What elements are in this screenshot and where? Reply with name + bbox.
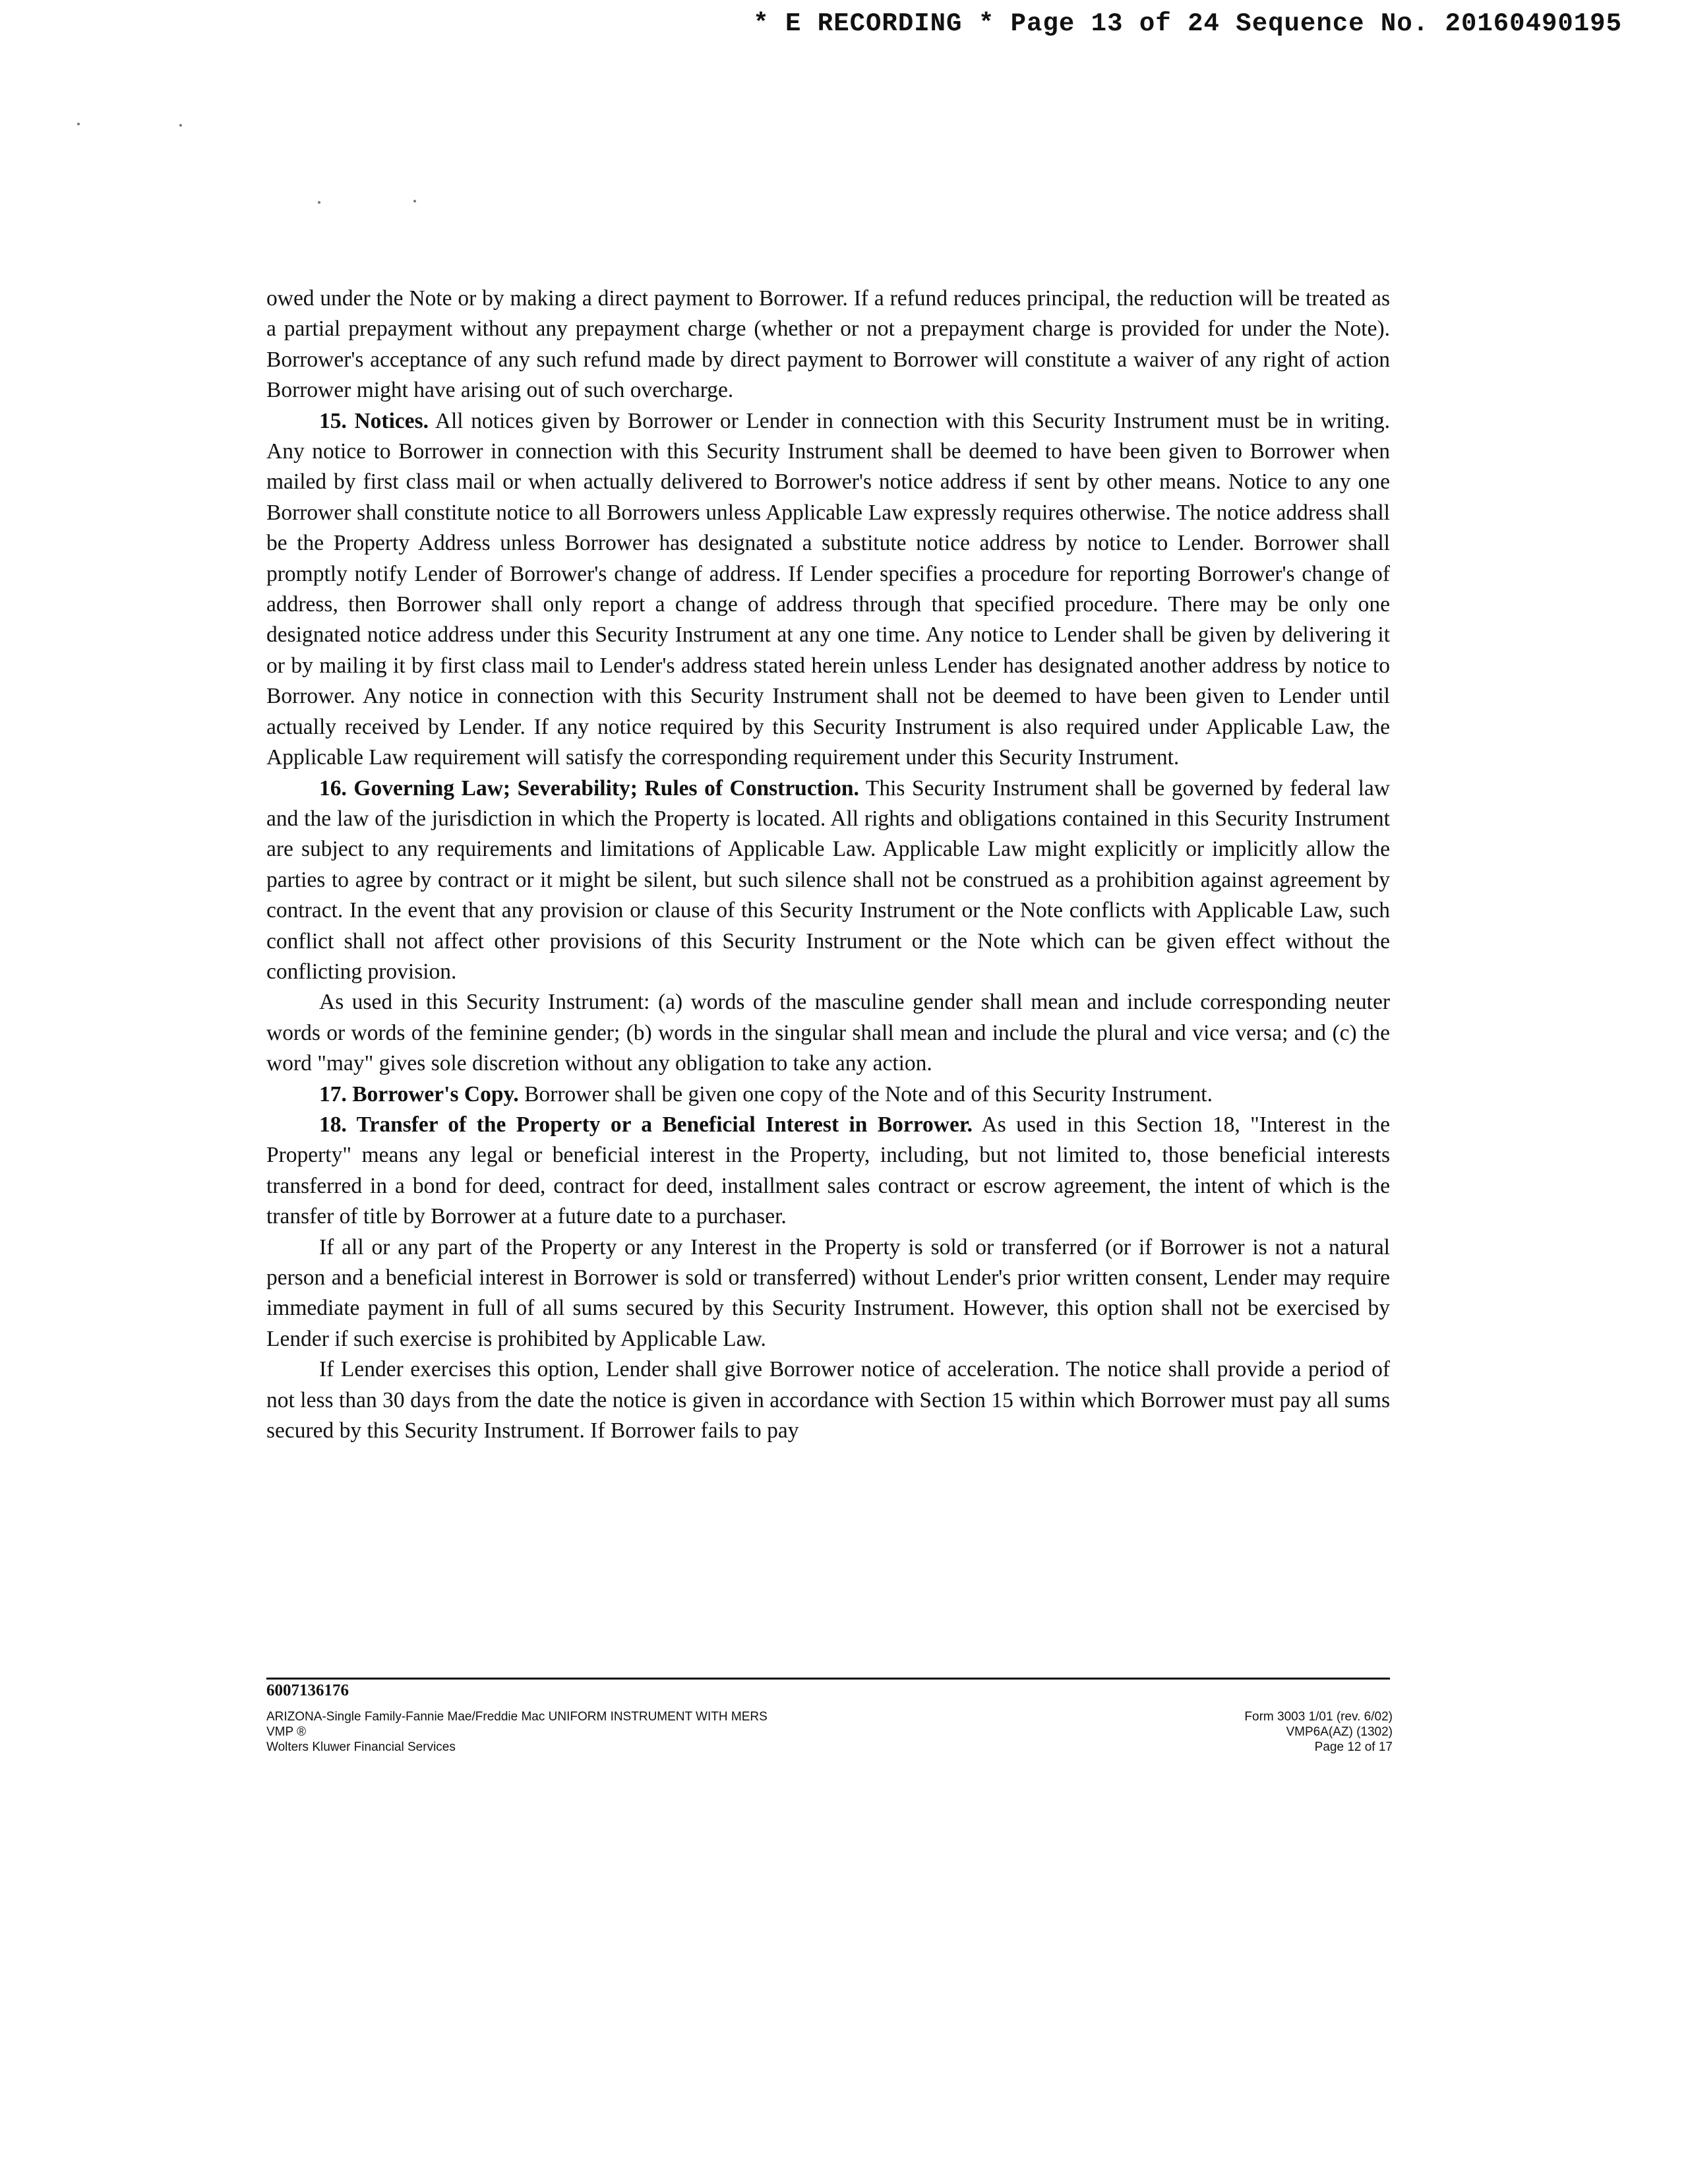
scan-speck [318,201,320,204]
section-15-text: All notices given by Borrower or Lender in connection with this Security Instrument must be in writing. Any notice to Borrower in connection with this Security Instrument shall be deemed to have been given to Borrower when mailed by first class mail or when actually delivered to Borrower's notice address if sent by other means. Notice to any one Borrower shall constitute notice to all Borrowers unless Applicable Law expressly requires otherwise. The notice address shall be the Property Address unless Borrower has designated a substitute notice address by notice to Lender. Borrower shall promptly notify Lender of Borrower's change of address. If Lender specifies a procedure for reporting Borrower's change of address, then Borrower shall only report a change of address through that specified procedure. There may be only one designated notice address under this Security Instrument at any one time. Any notice to Lender shall be given by delivering it or by mailing it by first class mail to Lender's address stated herein unless Lender has designated another address by notice to Borrower. Any notice in connection with this Security Instrument shall not be deemed to have been given to Lender until actually received by Lender. If any notice required by this Security Instrument is also required under Applicable Law, the Applicable Law requirement will satisfy the corresponding requirement under this Security Instrument. [266,408,1390,770]
section-16-text: This Security Instrument shall be governed by federal law and the law of the jurisdiction in which the Property is located. All rights and obligations contained in this Security Instrument are subject to any requirements and limitations of Applicable Law. Applicable Law might explicitly or implicitly allow the parties to agree by contract or it might be silent, but such silence shall not be construed as a prohibition against agreement by contract. In the event that any provision or clause of this Security Instrument or the Note conflicts with Applicable Law, such conflict shall not affect other provisions of this Security Instrument or the Note which can be given effect without the conflicting provision. [266,775,1390,984]
section-18-sale-paragraph: If all or any part of the Property or any Interest in the Property is sold or transferred (or if Borrower is not a natural person and a beneficial interest in Borrower is sold or transferred) without Lender's prior written consent, Lender may require immediate payment in full of all sums secured by this Security Instrument. However, this option shall not be exercised by Lender if such exercise is prohibited by Applicable Law. [266,1234,1390,1351]
vmp-mark: VMP ® [266,1725,307,1739]
section-16-title: 16. Governing Law; Severability; Rules of Construction. [319,775,859,801]
section-18-text: As used in this Section 18, "Interest in the Property" means any legal or beneficial interest in the Property, including, but not limited to, those beneficial interests transferred in a bond for deed, contract for deed, installment sales contract or escrow agreement, the intent of which is the transfer of title by Borrower at a future date to a purchaser. [266,1112,1390,1229]
scan-speck [413,200,416,202]
section-15-title: 15. Notices. [319,408,429,433]
section-18-acceleration-paragraph: If Lender exercises this option, Lender shall give Borrower notice of acceleration. The notice shall provide a period of not less than 30 days from the date the notice is given in accordance with Section 15 within which Borrower must pay all sums secured by this Security Instrument. If Borrower fails to pay [266,1357,1390,1443]
document-body [266,284,1390,1446]
vmp-code: VMP6A(AZ) (1302) [1286,1725,1393,1739]
footer-right-block [1244,1709,1393,1755]
scan-speck [77,123,80,125]
section-16-governing-law [266,774,1390,988]
section-15-notices [266,406,1390,774]
form-description: ARIZONA-Single Family-Fannie Mae/Freddie Mac UNIFORM INSTRUMENT WITH MERS [266,1710,768,1724]
section-17-borrowers-copy [266,1079,1390,1110]
section-17-title: 17. Borrower's Copy. [319,1081,519,1107]
scan-speck [179,124,182,127]
footer-left-block [266,1709,768,1755]
recording-header: * E RECORDING * Page 13 of 24 Sequence No. 20160490195 [753,9,1622,38]
section-18-transfer [266,1110,1390,1232]
form-number: Form 3003 1/01 (rev. 6/02) [1244,1710,1393,1724]
paragraph-overcharge-continued: owed under the Note or by making a direct payment to Borrower. If a refund reduces principal, the reduction will be treated as a partial prepayment without any prepayment charge (whether or not a prepayment charge is provided for under the Note). Borrower's acceptance of any such refund made by direct payment to Borrower will constitute a waiver of any right of action Borrower might have arising out of such overcharge. [266,286,1390,403]
section-16-construction-paragraph: As used in this Security Instrument: (a) words of the masculine gender shall mean and include corresponding neuter words or words of the feminine gender; (b) words in the singular shall mean and include the plural and vice versa; and (c) the word "may" gives sole discretion without any obligation to take any action. [266,990,1390,1076]
page-number: Page 12 of 17 [1314,1740,1393,1754]
section-18-title: 18. Transfer of the Property or a Beneficial Interest in Borrower. [319,1112,973,1137]
publisher: Wolters Kluwer Financial Services [266,1740,456,1754]
loan-number: 6007136176 [266,1682,349,1699]
section-17-text: Borrower shall be given one copy of the Note and of this Security Instrument. [518,1081,1213,1107]
footer-divider [266,1678,1390,1680]
